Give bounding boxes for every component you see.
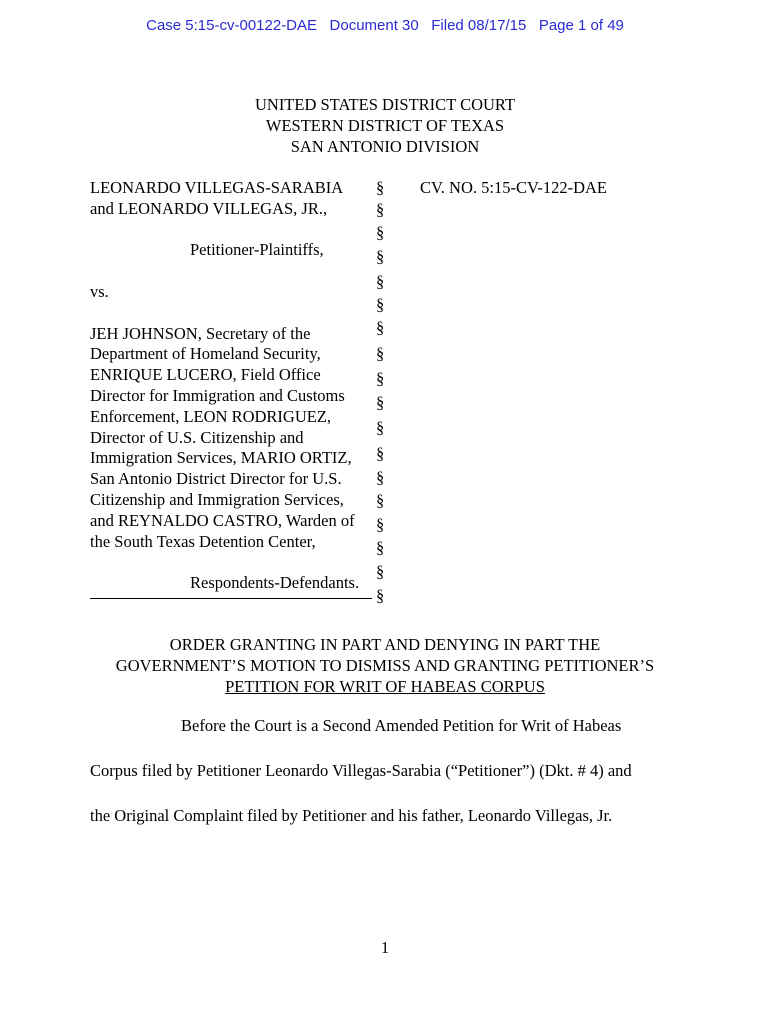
party-line: JEH JOHNSON, Secretary of the: [90, 323, 311, 343]
section-symbol: §: [376, 562, 385, 581]
court-division: SAN ANTONIO DIVISION: [290, 137, 480, 156]
order-title-line: PETITION FOR WRIT OF HABEAS CORPUS: [225, 677, 545, 696]
section-symbol: §: [376, 178, 385, 197]
section-symbol: §: [376, 538, 385, 557]
court-district: WESTERN DISTRICT OF TEXAS: [265, 116, 505, 135]
section-symbol: §: [376, 468, 385, 487]
body-line: Before the Court is a Second Amended Petition for Writ of Habeas: [181, 716, 622, 735]
section-symbol: §: [376, 200, 385, 219]
page-number: 1: [380, 938, 390, 957]
section-symbol: §: [376, 444, 385, 463]
party-line: Immigration Services, MARIO ORTIZ,: [90, 448, 352, 468]
section-symbol: §: [376, 369, 385, 388]
petitioner-label: Petitioner-Plaintiffs,: [190, 240, 324, 260]
section-symbol: §: [376, 223, 385, 242]
section-symbol: §: [376, 272, 385, 291]
party-line: Department of Homeland Security,: [90, 344, 321, 364]
party-line: San Antonio District Director for U.S.: [90, 469, 342, 489]
section-symbol: §: [376, 393, 385, 412]
party-line: and LEONARDO VILLEGAS, JR.,: [90, 198, 328, 218]
party-line: Citizenship and Immigration Services,: [90, 489, 344, 509]
court-name: UNITED STATES DISTRICT COURT: [254, 95, 515, 114]
body-line: the Original Complaint filed by Petitioner and his father, Leonardo Villegas, Jr.: [90, 806, 613, 825]
body-line: Corpus filed by Petitioner Leonardo Villegas-Sarabia (“Petitioner”) (Dkt. # 4) and: [90, 761, 632, 780]
section-symbol: §: [376, 247, 385, 266]
caption-rule: [90, 598, 372, 599]
versus-label: vs.: [90, 281, 109, 301]
section-symbol: §: [376, 318, 385, 337]
case-number: CV. NO. 5:15-CV-122-DAE: [420, 178, 608, 197]
party-line: ENRIQUE LUCERO, Field Office: [90, 365, 321, 385]
section-symbol: §: [376, 344, 385, 363]
party-line: Enforcement, LEON RODRIGUEZ,: [90, 406, 332, 426]
filing-header-stamp: Case 5:15-cv-00122-DAE Document 30 Filed 08/17/15 Page 1 of 49: [146, 17, 624, 34]
section-symbol: §: [376, 515, 385, 534]
order-title: [0, 634, 770, 697]
respondent-label: Respondents-Defendants.: [190, 573, 360, 593]
party-line: Director of U.S. Citizenship and: [90, 427, 304, 447]
order-title-line: GOVERNMENT’S MOTION TO DISMISS AND GRANTING PETITIONER’S: [115, 656, 655, 675]
party-line: LEONARDO VILLEGAS-SARABIA: [90, 178, 344, 197]
section-symbol: §: [376, 586, 385, 605]
section-symbol: §: [376, 295, 385, 314]
party-line: the South Texas Detention Center,: [90, 531, 316, 551]
section-symbol: §: [376, 418, 385, 437]
order-title-line: ORDER GRANTING IN PART AND DENYING IN PART THE: [169, 635, 601, 654]
section-symbol: §: [376, 491, 385, 510]
court-heading: [0, 94, 770, 157]
case-caption-parties: [90, 178, 385, 599]
party-line: Director for Immigration and Customs: [90, 385, 345, 405]
party-line: and REYNALDO CASTRO, Warden of: [90, 510, 355, 530]
